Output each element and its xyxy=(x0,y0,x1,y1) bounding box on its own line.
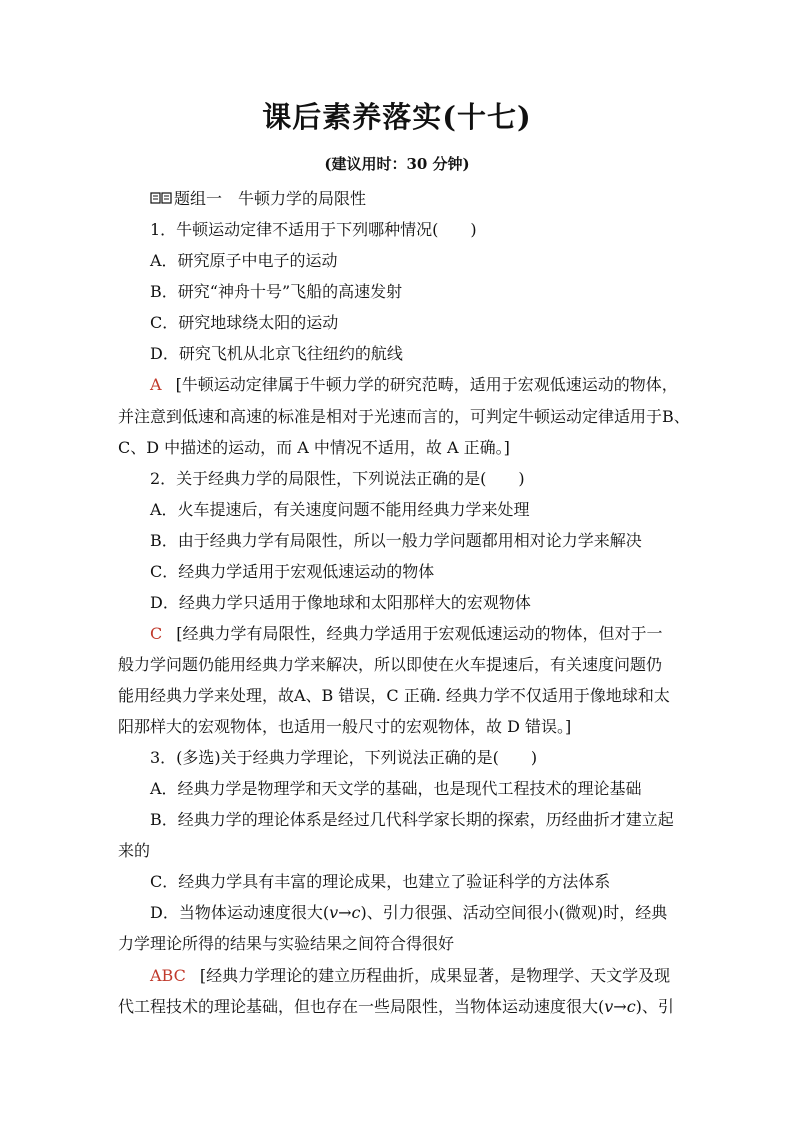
q1-option-a: A．研究原子中电子的运动 xyxy=(150,251,338,270)
q2-stem: 2．关于经典力学的局限性，下列说法正确的是( ) xyxy=(150,469,525,488)
q1-explanation-line-3: C、D 中描述的运动，而 A 中情况不适用，故 A 正确。] xyxy=(118,438,510,457)
q2-option-c: C．经典力学适用于宏观低速运动的物体 xyxy=(150,562,435,581)
q3-option-c: C．经典力学具有丰富的理论成果，也建立了验证科学的方法体系 xyxy=(150,872,611,891)
q3-option-d-line-1: D．当物体运动速度很大(v→c)、引力很强、活动空间很小(微观)时，经典 xyxy=(150,903,668,922)
q1-answer: A xyxy=(150,375,162,394)
section-heading xyxy=(150,186,366,209)
q1-explanation-line-1: A [牛顿运动定律属于牛顿力学的研究范畴，适用于宏观低速运动的物体， xyxy=(150,375,678,394)
q3-stem: 3．(多选)关于经典力学理论，下列说法正确的是( ) xyxy=(150,748,538,767)
q3-option-b-line-2: 来的 xyxy=(118,841,151,860)
q1-option-c: C．研究地球绕太阳的运动 xyxy=(150,313,339,332)
section-label: 题组一 牛顿力学的局限性 xyxy=(174,189,367,208)
question-group-icon xyxy=(150,191,172,205)
time-suggestion: (建议用时：30 分钟) xyxy=(324,155,470,173)
q3-explanation-line-2: 代工程技术的理论基础，但也存在一些局限性，当物体运动速度很大(v→c)、引 xyxy=(118,997,674,1016)
q1-option-b: B．研究“神舟十号”飞船的高速发射 xyxy=(150,282,403,301)
q3-answer: ABC xyxy=(150,966,186,985)
q2-explanation-line-2: 般力学问题仍能用经典力学来解决，所以即使在火车提速后，有关速度问题仍 xyxy=(118,655,663,674)
page-title: 课后素养落实(十七) xyxy=(262,100,532,134)
q2-option-b: B．由于经典力学有局限性，所以一般力学问题都用相对论力学来解决 xyxy=(150,531,642,550)
q1-explanation-line-2: 并注意到低速和高速的标准是相对于光速而言的，可判定牛顿运动定律适用于B、 xyxy=(118,407,690,426)
q3-option-d-line-2: 力学理论所得的结果与实验结果之间符合得很好 xyxy=(118,934,455,953)
q3-option-a: A．经典力学是物理学和天文学的基础，也是现代工程技术的理论基础 xyxy=(150,779,642,798)
q2-explanation-line-1: C [经典力学有局限性，经典力学适用于宏观低速运动的物体，但对于一 xyxy=(150,624,663,643)
q2-answer: C xyxy=(150,624,163,643)
q2-option-a: A．火车提速后，有关速度问题不能用经典力学来处理 xyxy=(150,500,530,519)
q2-explanation-line-4: 阳那样大的宏观物体，也适用一般尺寸的宏观物体，故 D 错误。] xyxy=(118,717,572,736)
q3-option-b-line-1: B．经典力学的理论体系是经过几代科学家长期的探索，历经曲折才建立起 xyxy=(150,810,674,829)
q3-explanation-line-1: ABC [经典力学理论的建立历程曲折，成果显著，是物理学、天文学及现 xyxy=(150,966,671,985)
q1-stem: 1．牛顿运动定律不适用于下列哪种情况( ) xyxy=(150,220,477,239)
q2-explanation-line-3: 能用经典力学来处理，故A、B 错误，C 正确. 经典力学不仅适用于像地球和太 xyxy=(118,686,670,705)
q2-option-d: D．经典力学只适用于像地球和太阳那样大的宏观物体 xyxy=(150,593,531,612)
q1-option-d: D．研究飞机从北京飞往纽约的航线 xyxy=(150,344,403,363)
